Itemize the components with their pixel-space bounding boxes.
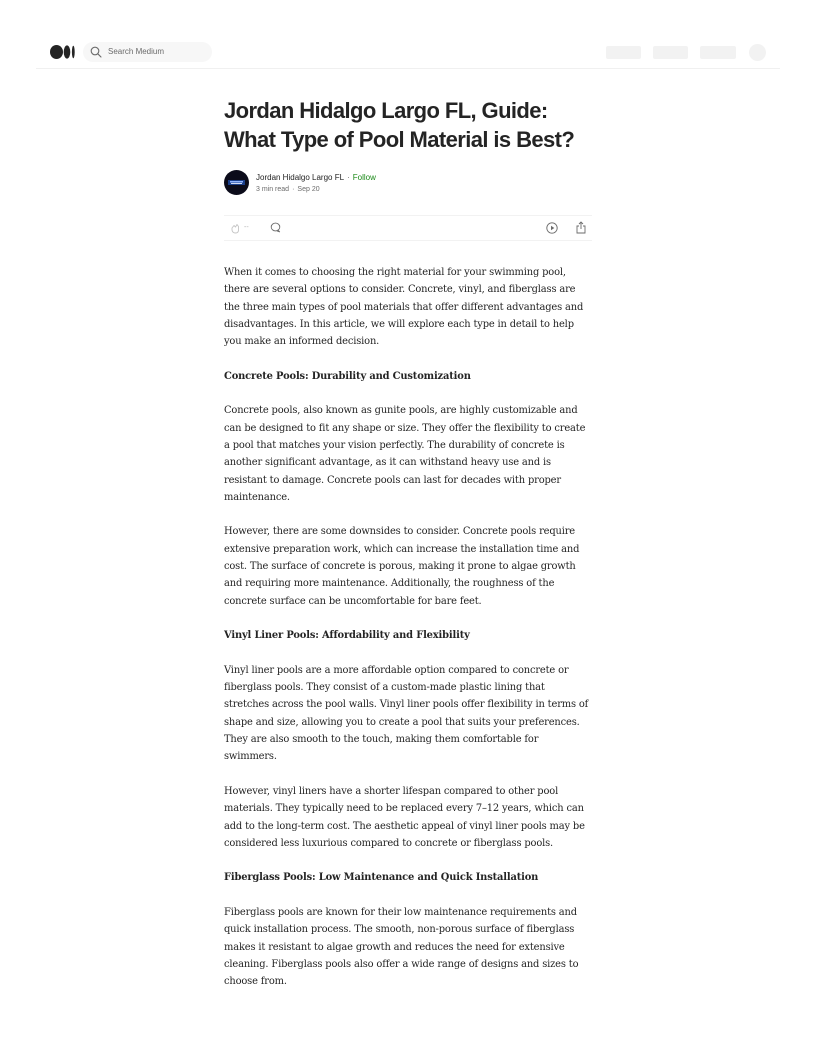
article-body: [224, 264, 592, 990]
top-nav: [36, 36, 780, 69]
paragraph: Vinyl liner pools are a more affordable option compared to concrete or fiberglass pools. They consist of a custom-made plastic lining that stretches across the pool walls. Vinyl liner pools offer flexibility in terms of shape and size, allowing you to create a pool that suits your preferences. They are also smooth to the touch, making them comfortable for swimmers.: [224, 664, 589, 763]
nav-write-placeholder[interactable]: [606, 46, 641, 59]
section-heading: Fiberglass Pools: Low Maintenance and Quick Installation: [224, 872, 539, 884]
author-name[interactable]: Jordan Hidalgo Largo FL: [256, 173, 345, 182]
article-meta: [256, 185, 320, 195]
medium-logo[interactable]: [50, 45, 76, 59]
paragraph: However, there are some downsides to consider. Concrete pools require extensive preparation work, which can increase the installation time and cost. The surface of concrete is porous, making it prone to algae growth and requiring more maintenance. Additionally, the roughness of the concrete surface can be uncomfortable for bare feet.: [224, 526, 580, 607]
search-icon: [90, 46, 102, 58]
section-heading: Concrete Pools: Durability and Customization: [224, 370, 471, 382]
author-avatar-image: [224, 170, 249, 195]
separator-dot: ·: [292, 186, 295, 193]
article: [224, 96, 592, 1008]
paragraph: When it comes to choosing the right material for your swimming pool, there are several options to consider. Concrete, vinyl, and fiberglass are the three main types of pool materials that offer different advantages and disadvantages. In this article, we will explore each type in detail to help you make an informed decision.: [224, 267, 584, 348]
share-icon[interactable]: [575, 221, 587, 234]
paragraph: However, vinyl liners have a shorter lifespan compared to other pool materials. They typically need to be replaced every 7–12 years, which can add to the long-term cost. The aesthetic appeal of vinyl liner pools may be considered less luxurious compared to concrete or fiberglass pools.: [224, 785, 585, 849]
comment-icon[interactable]: [270, 222, 281, 233]
follow-button[interactable]: Follow: [352, 173, 376, 182]
nav-signin-placeholder[interactable]: [700, 46, 736, 59]
clap-count: --: [244, 224, 249, 231]
listen-icon[interactable]: [546, 222, 558, 234]
author-line: [256, 172, 376, 183]
article-title: Jordan Hidalgo Largo FL, Guide: What Type of Pool Material is Best?: [224, 98, 575, 152]
nav-signup-placeholder[interactable]: [653, 46, 688, 59]
user-avatar[interactable]: [749, 44, 766, 61]
clap-icon[interactable]: [229, 222, 241, 234]
separator-dot: ·: [347, 173, 350, 182]
paragraph: Fiberglass pools are known for their low maintenance requirements and quick installation process. The smooth, non-porous surface of fiberglass makes it resistant to algae growth and reduces the need for extensive cleaning. Fiberglass pools also offer a wide range of designs and sizes to choose from.: [224, 906, 579, 988]
byline: [224, 170, 592, 200]
action-bar: [224, 215, 592, 241]
author-avatar[interactable]: [224, 170, 249, 195]
publish-date: Sep 20: [297, 186, 320, 193]
read-time: 3 min read: [256, 186, 290, 193]
paragraph: Concrete pools, also known as gunite pools, are highly customizable and can be designed to fit any shape or size. They offer the flexibility to create a pool that matches your vision perfectly. The durability of concrete is another significant advantage, as it can withstand heavy use and is resistant to damage. Concrete pools can last for decades with proper maintenance.: [224, 405, 586, 503]
search-input[interactable]: Search Medium: [108, 47, 165, 56]
section-heading: Vinyl Liner Pools: Affordability and Flexibility: [224, 630, 470, 642]
search-bar[interactable]: [83, 42, 212, 62]
